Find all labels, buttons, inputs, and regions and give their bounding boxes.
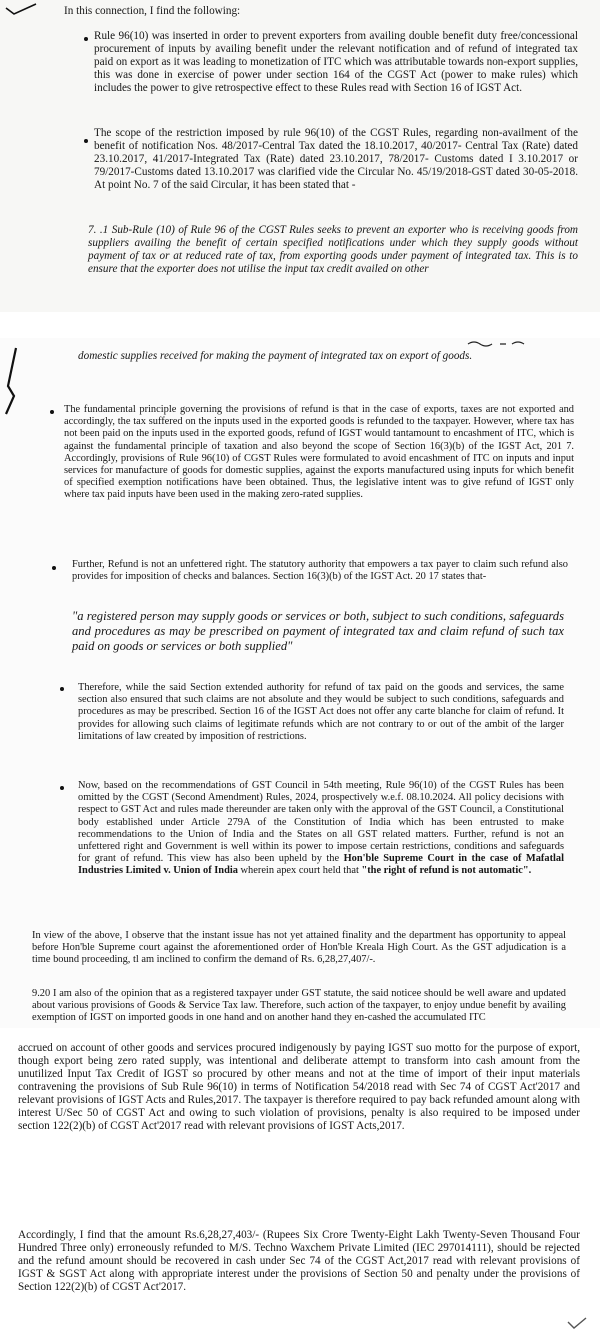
scan-gap — [0, 312, 600, 338]
bullet-rule-omitted-case-name: Hon'ble Supreme Court in the case of Mafatlal Industries Limited v. Union of India — [78, 853, 564, 877]
handwritten-squiggle — [466, 338, 526, 348]
paragraph-in-view: In view of the above, I observe that the instant issue has not yet attained finality and the department has opportunity to appeal before Hon'ble Supreme court against the aforementioned order of Hon'ble Kreala High Court. As the GST adjudication is a time bound proceeding, tl am inclined to confirm the demand of Rs. 6,28,27,407/-. — [32, 930, 566, 966]
circular-quote-part1: 7. .1 Sub-Rule (10) of Rule 96 of the CGST Rules seeks to prevent an exporter who is receiving goods from suppliers availing the benefit of certain specified notifications under which they supply goods without payment of tax or at reduced rate of tax, from exporting goods under payment of integrated tax. This is to ensure that the exporter does not utilise the input tax credit availed on other — [88, 224, 578, 275]
paragraph-accordingly: Accordingly, I find that the amount Rs.6,28,27,403/- (Rupees Six Crore Twenty-Eight Lakh Twenty-Seven Thousand Four Hundred Three only) erroneously refunded to M/S. Techno Waxchem Private Limited (IEC 297014111), should be rejected and the refund amount should be recovered in cash under Sec 74 of the CGST Act,2017 read with relevant provisions of IGST & SGST Act along with appropriate interest under the provisions of Section 50 and penalty under the provisions of Section 122(2)(b) of CGST Act'2017. — [18, 1229, 580, 1293]
bullet-rule-omitted-text: Now, based on the recommendations of GST Council in 54th meeting, Rule 96(10) of the CGST Rules has been omitted by the CGST (Second Amendment) Rules, 2024, prospectively w.e.f. 08.10.2024. All policy decisions with respect to GST Act and rules made thereunder are taken only with the approval of the GST Council, a Constitutional body established under Article 279A of the Constitution of India which has been entrusted to make recommendations to the Union of India and the States on all GST related matters. Further, refund is not an unfettered right and Government is well within its power to impose certain restrictions, conditions and safeguards for grant of refund. This view has also been upheld by the — [78, 780, 564, 865]
bullet-dot — [52, 566, 56, 570]
bullet-dot — [84, 139, 88, 143]
bullet-dot — [60, 786, 64, 790]
intro-line: In this connection, I find the following: — [64, 5, 241, 17]
bullet-dot — [50, 410, 54, 414]
bullet-rule-omitted-mid: wherein apex court held that — [237, 865, 362, 877]
bullet-scope-restriction: The scope of the restriction imposed by rule 96(10) of the CGST Rules, regarding non-availment of the benefit of notification Nos. 48/2017-Central Tax dated the 18.10.2017, 40/2017- Central Tax (Rate) dated 23.10.2017, 41/2017-Integrated Tax (Rate) dated 23.10.2017, 78/2017- Customs dated I 3.10.2017 or 79/2017-Customs dated 13.10.2017 was clarified vide the Circular No. 45/19/2018-GST dated 30-05-2018. At point No. 7 of the said Circular, it has been stated that - — [94, 127, 578, 191]
bullet-dot — [84, 37, 88, 41]
bullet-rule-96-10: Rule 96(10) was inserted in order to prevent exporters from availing double benefit duty free/concessional procurement of inputs by availing benefit under the relevant notification and of refund of integrated tax paid on export as it was leading to monetization of ITC which was attributable towards non-export supplies, this was done in exercise of power under section 164 of the CGST Act (power to make rules) which includes the power to give retrospective effect to these Rules read with Section 16 of IGST Act. — [94, 30, 578, 94]
handwritten-tick-mark-bottom — [566, 1316, 588, 1330]
bullet-refund-not-unfettered: Further, Refund is not an unfettered right. The statutory authority that empowers a tax payer to claim such refund also provides for imposition of checks and balances. Section 16(3)(b) of the IGST Act. 20 17 states that- — [72, 559, 568, 583]
circular-quote-part2: domestic supplies received for making the payment of integrated tax on export of goods. — [78, 350, 473, 362]
bullet-fundamental-principle: The fundamental principle governing the provisions of refund is that in the case of exports, taxes are not exported and accordingly, the tax suffered on the inputs used in the exported goods is refunded to the taxpayer. However, where tax has not been paid on the inputs used in the exported goods, refund of IGST would tantamount to encashment of ITC, which is against the fundamental principle of taxation and also beyond the scope of Section 16(3)(b) of the IGST Act, 201 7. Accordingly, provisions of Rule 96(10) of CGST Rules were formulated to avoid encashment of ITC on inputs and input services for manufacture of goods for domestic supplies, against the exports manufactured using inputs for which benefit of specified exemption notifications have been obtained. Thus, the legislative intent was to give refund of IGST only where tax paid inputs have been used in the making zero-rated supplies. — [64, 404, 574, 501]
paragraph-accrued: accrued on account of other goods and services procured indigenously by paying IGST suo motto for the purpose of export, though export being zero rated supply, was intentional and deliberate attempt to transform into cash amount from the unutilized Input Tax Credit of IGST so procured by other means and not at the time of import of their input materials contravening the provisions of Sub Rule 96(10) in terms of Notification 54/2018 read with Sec 74 of CGST Act'2017 and relevant provisions of IGST Acts and Rules,2017. The taxpayer is therefore required to pay back refunded amount along with interest U/Sec 50 of CGST Act and owing to such violation of provisions, penalty is also required to be imposed under section 122(2)(b) of CGST Act'2017 read with relevant provisions of IGST Acts,2017. — [18, 1042, 580, 1132]
handwritten-tick-mark — [4, 2, 38, 16]
paragraph-9-20: 9.20 I am also of the opinion that as a registered taxpayer under GST statute, the said noticee should be well aware and updated about various provisions of Goods & Service Tax law. Therefore, such action of the taxpayer, to enjoy undue benefit by availing exemption of IGST on imported goods in one hand and on another hand they en-cashed the accumulated ITC — [32, 988, 566, 1024]
igst-section-quote: "a registered person may supply goods or services or both, subject to such conditions, safeguards and procedures as may be prescribed on payment of integrated tax and claim refund of such tax paid on goods or services or both supplied" — [72, 609, 564, 653]
margin-pen-stroke — [2, 346, 20, 416]
bullet-rule-omitted — [78, 780, 564, 878]
bullet-dot — [60, 687, 64, 691]
bullet-therefore: Therefore, while the said Section extended authority for refund of tax paid on the goods and services, the same section also ensured that such claims are not absolute and they would be subject to such conditions, safeguards and procedures as may be prescribed. Section 16 of the IGST Act does not offer any carte blanche for claim of refund. It provides for allowing such claims of legitimate refunds which are not contrary to or out of the ambit of the larger limitations of law created by imposition of restrictions. — [78, 682, 564, 742]
bullet-rule-omitted-holding: "the right of refund is not automatic". — [361, 865, 532, 877]
